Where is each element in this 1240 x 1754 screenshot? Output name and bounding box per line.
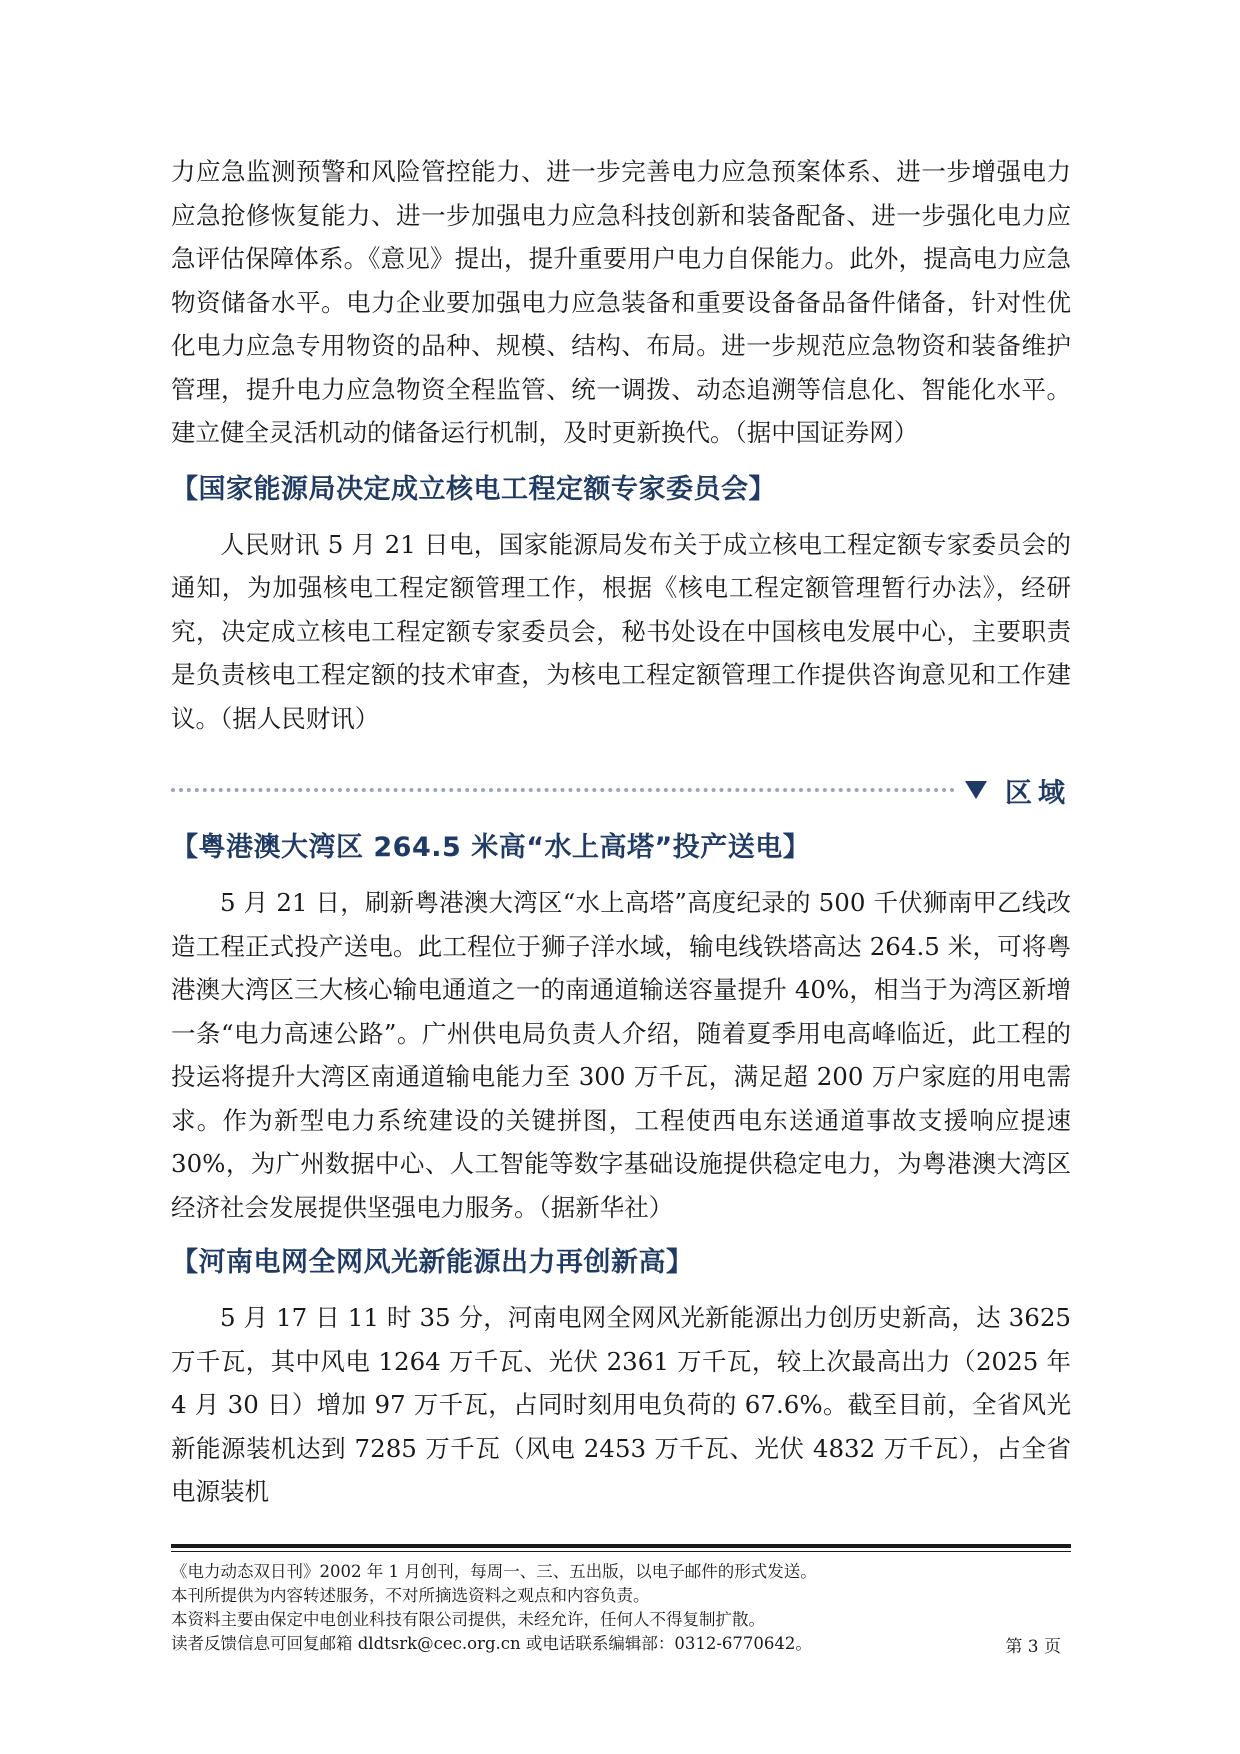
section-divider-region <box>171 770 1071 810</box>
article-title-water-tower: 【粤港澳大湾区 264.5 米高“水上高塔”投产送电】 <box>171 832 811 863</box>
article-title-henan-grid: 【河南电网全网风光新能源出力再创新高】 <box>171 1247 694 1278</box>
triangle-down-icon <box>965 781 987 799</box>
footer-rule-thin <box>171 1551 1071 1552</box>
article-body-nuclear-committee: 人民财讯 5 月 21 日电，国家能源局发布关于成立核电工程定额专家委员会的通知，为加强核电工程定额管理工作，根据《核电工程定额管理暂行办法》，经研究，决定成立核电工程定额专家委员会，秘书处设在中国核电发展中心，主要职责是负责核电工程定额的技术审查，为核电工程定额管理工作提供咨询意见和工作建议。（据人民财讯） <box>171 529 1071 733</box>
footer-line-disclaimer: 本刊所提供为内容转述服务，不对所摘选资料之观点和内容负责。 <box>171 1586 650 1605</box>
footer-line-provider: 本资料主要由保定中电创业科技有限公司提供，未经允许，任何人不得复制扩散。 <box>171 1610 765 1629</box>
dotted-rule <box>171 788 955 792</box>
footer-last-row <box>171 1632 1071 1657</box>
page-number: 第 3 页 <box>1005 1637 1061 1657</box>
footer-rule-thick <box>171 1544 1071 1548</box>
page-content <box>171 150 1071 1514</box>
intro-paragraph: 力应急监测预警和风险管控能力、进一步完善电力应急预案体系、进一步增强电力应急抢修恢复能力、进一步加强电力应急科技创新和装备配备、进一步强化电力应急评估保障体系。《意见》提出，提升重要用户电力自保能力。此外，提高电力应急物资储备水平。电力企业要加强电力应急装备和重要设备备品备件储备，针对性优化电力应急专用物资的品种、规模、结构、布局。进一步规范应急物资和装备维护管理，提升电力应急物资全程监管、统一调拨、动态追溯等信息化、智能化水平。建立健全灵活机动的储备运行机制，及时更新换代。（据中国证券网） <box>171 157 1071 447</box>
footer-line-contact: 读者反馈信息可回复邮箱 dldtsrk@cec.org.cn 或电话联系编辑部：0312-6770642。 <box>171 1634 812 1653</box>
section-label: 区域 <box>1005 777 1071 809</box>
article-body-henan-grid: 5 月 17 日 11 时 35 分，河南电网全网风光新能源出力创历史新高，达 3625 万千瓦，其中风电 1264 万千瓦、光伏 2361 万千瓦，较上次最高出力（2025 年 4 月 30 日）增加 97 万千瓦，占同时刻用电负荷的 67.6%。截至目前，全省风光新能源装机达到 7285 万千瓦（风电 2453 万千瓦、光伏 4832 万千瓦），占全省电源装机 <box>171 1303 1071 1506</box>
article-title-nuclear-committee: 【国家能源局决定成立核电工程定额专家委员会】 <box>171 473 776 505</box>
article-body-water-tower: 5 月 21 日，刷新粤港澳大湾区“水上高塔”高度纪录的 500 千伏狮南甲乙线改造工程正式投产送电。此工程位于狮子洋水域，输电线铁塔高达 264.5 米，可将粤港澳大湾区三大核心输电通道之一的南通道输送容量提升 40%，相当于为湾区新增一条“电力高速公路”。广州供电局负责人介绍，随着夏季用电高峰临近，此工程的投运将提升大湾区南通道输电能力至 300 万千瓦，满足超 200 万户家庭的用电需求。作为新型电力系统建设的关键拼图，工程使西电东送通道事故支援响应提速 30%，为广州数据中心、人工智能等数字基础设施提供稳定电力，为粤港澳大湾区经济社会发展提供坚强电力服务。（据新华社） <box>171 888 1071 1222</box>
footer-line-founding: 《电力动态双日刊》2002 年 1 月创刊，每周一、三、五出版，以电子邮件的形式发送。 <box>171 1562 817 1581</box>
page-footer <box>171 1544 1071 1657</box>
